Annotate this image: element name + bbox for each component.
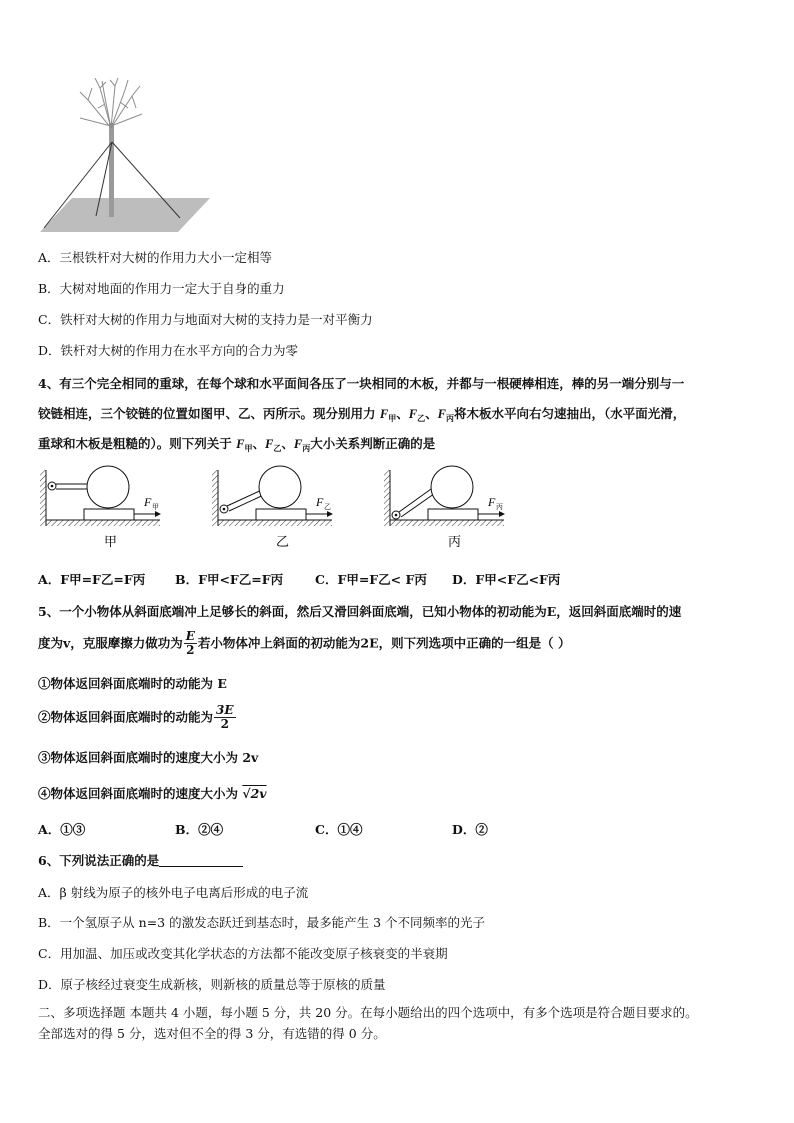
svg-text:F: F [488, 495, 496, 509]
q5-stem-line2 [38, 630, 571, 657]
q4-option-d: D．F甲<F乙<F丙 [452, 572, 561, 587]
force-sub: 乙 [273, 443, 282, 453]
frac-den: 2 [220, 717, 229, 731]
frac-num: E [185, 629, 195, 643]
q5-statement-text: ④物体返回斜面底端时的速度大小为 [38, 786, 243, 801]
force-symbol: F [408, 407, 418, 421]
answer-blank [159, 854, 243, 867]
separator: 、 [396, 406, 409, 421]
q3-option-d: D．铁杆对大树的作用力在水平方向的合力为零 [38, 343, 299, 358]
tree-trunk [109, 123, 114, 217]
svg-text:丙: 丙 [496, 503, 503, 511]
q5-statement-3: ③物体返回斜面底端时的速度大小为 2v [38, 750, 259, 765]
tree-figure [40, 78, 212, 234]
force-sub: 丙 [302, 443, 311, 453]
q5-option-c: C．①④ [315, 822, 363, 837]
frac-num: 3E [216, 703, 234, 717]
fraction-3e-over-2 [214, 704, 236, 731]
force-sub: 甲 [244, 443, 253, 453]
q6-option-a: A．β 射线为原子的核外电子电离后形成的电子流 [38, 885, 309, 900]
q4-stem-line2 [38, 406, 685, 426]
sqrt-expression: √2v [242, 786, 267, 801]
force-symbol: F [293, 437, 303, 451]
figure-label-bing: 丙 [448, 534, 462, 549]
q4-option-a: A．F甲=F乙=F丙 [38, 572, 146, 587]
q6-option-b: B．一个氢原子从 n=3 的激发态跃迁到基态时，最多能产生 3 个不同频率的光子 [38, 915, 486, 930]
q5-stem-text: 度为v，克服摩擦力做功为 [38, 635, 183, 651]
figure-bing [384, 466, 504, 549]
fraction-e-over-2 [184, 630, 197, 657]
ball-board-figures [36, 462, 576, 554]
q4-stem-line1: 4、有三个完全相同的重球，在每个球和水平面间各压了一块相同的木板，并都与一根硬棒相连，棒的另一端分别与一 [38, 376, 685, 391]
force-symbol: F [379, 407, 389, 421]
q5-option-d: D．② [452, 822, 488, 837]
svg-text:乙: 乙 [324, 503, 331, 511]
q5-statement-1: ①物体返回斜面底端时的动能为 E [38, 676, 227, 691]
separator: 、 [425, 406, 438, 421]
force-symbol: F [236, 437, 245, 451]
frac-den: 2 [186, 643, 195, 657]
ground-plane [40, 198, 210, 232]
tree-branches [80, 78, 142, 128]
q5-option-b: B．②④ [175, 822, 224, 837]
svg-text:F: F [144, 495, 152, 509]
q6-stem-text: 6、下列说法正确的是 [38, 853, 160, 868]
force-sub: 乙 [417, 413, 426, 423]
q4-stem-text: 铰链相连，三个铰链的位置如图甲、乙、丙所示。现分别用力 [38, 406, 376, 421]
svg-text:F: F [316, 495, 324, 509]
section2-heading-line2: 全部选对的得 5 分，选对但不全的得 3 分，有选错的得 0 分。 [38, 1026, 386, 1041]
q4-stem-text: 将木板水平向右匀速抽出，（水平面光滑， [453, 406, 686, 421]
q5-stem-line1: 5、一个小物体从斜面底端冲上足够长的斜面，然后又滑回斜面底端，已知小物体的初动能为E，返回斜面底端时的速 [38, 604, 682, 619]
q5-statement-text: ②物体返回斜面底端时的动能为 [38, 709, 214, 725]
q3-option-a: A．三根铁杆对大树的作用力大小一定相等 [38, 250, 273, 265]
force-symbol: F [437, 407, 446, 421]
separator: 、 [252, 436, 265, 451]
q5-statement-2 [38, 704, 237, 731]
q3-option-c: C．铁杆对大树的作用力与地面对大树的支持力是一对平衡力 [38, 312, 373, 327]
q6-option-d: D．原子核经过衰变生成新核，则新核的质量总等于原核的质量 [38, 977, 386, 992]
q4-option-c: C．F甲=F乙< F丙 [315, 572, 427, 587]
figure-yi [212, 466, 332, 549]
q6-stem [38, 853, 243, 869]
force-sub: 丙 [445, 413, 454, 423]
force-sub: 甲 [388, 413, 397, 423]
force-symbol: F [264, 437, 274, 451]
figure-label-jia: 甲 [104, 534, 118, 549]
svg-text:甲: 甲 [152, 503, 159, 511]
q4-stem-text: 重球和木板是粗糙的）。则下列关于 [38, 436, 232, 451]
figure-label-yi: 乙 [276, 534, 290, 549]
section2-heading-line1: 二、多项选择题 本题共 4 小题，每小题 5 分，共 20 分。在每小题给出的四个选项中，有多个选项是符合题目要求的。 [38, 1005, 698, 1020]
q4-stem-text: 大小关系判断正确的是 [310, 436, 436, 451]
q5-option-a: A．①③ [38, 822, 86, 837]
q5-stem-text: 若小物体冲上斜面的初动能为2E，则下列选项中正确的一组是（ ） [197, 635, 571, 651]
figure-jia [40, 466, 160, 549]
separator: 、 [281, 436, 294, 451]
q5-statement-4 [38, 786, 267, 802]
q4-stem-line3 [38, 436, 435, 456]
q3-option-b: B．大树对地面的作用力一定大于自身的重力 [38, 281, 285, 296]
q4-option-b: B．F甲<F乙=F丙 [175, 572, 284, 587]
q6-option-c: C．用加温、加压或改变其化学状态的方法都不能改变原子核衰变的半衰期 [38, 946, 448, 961]
